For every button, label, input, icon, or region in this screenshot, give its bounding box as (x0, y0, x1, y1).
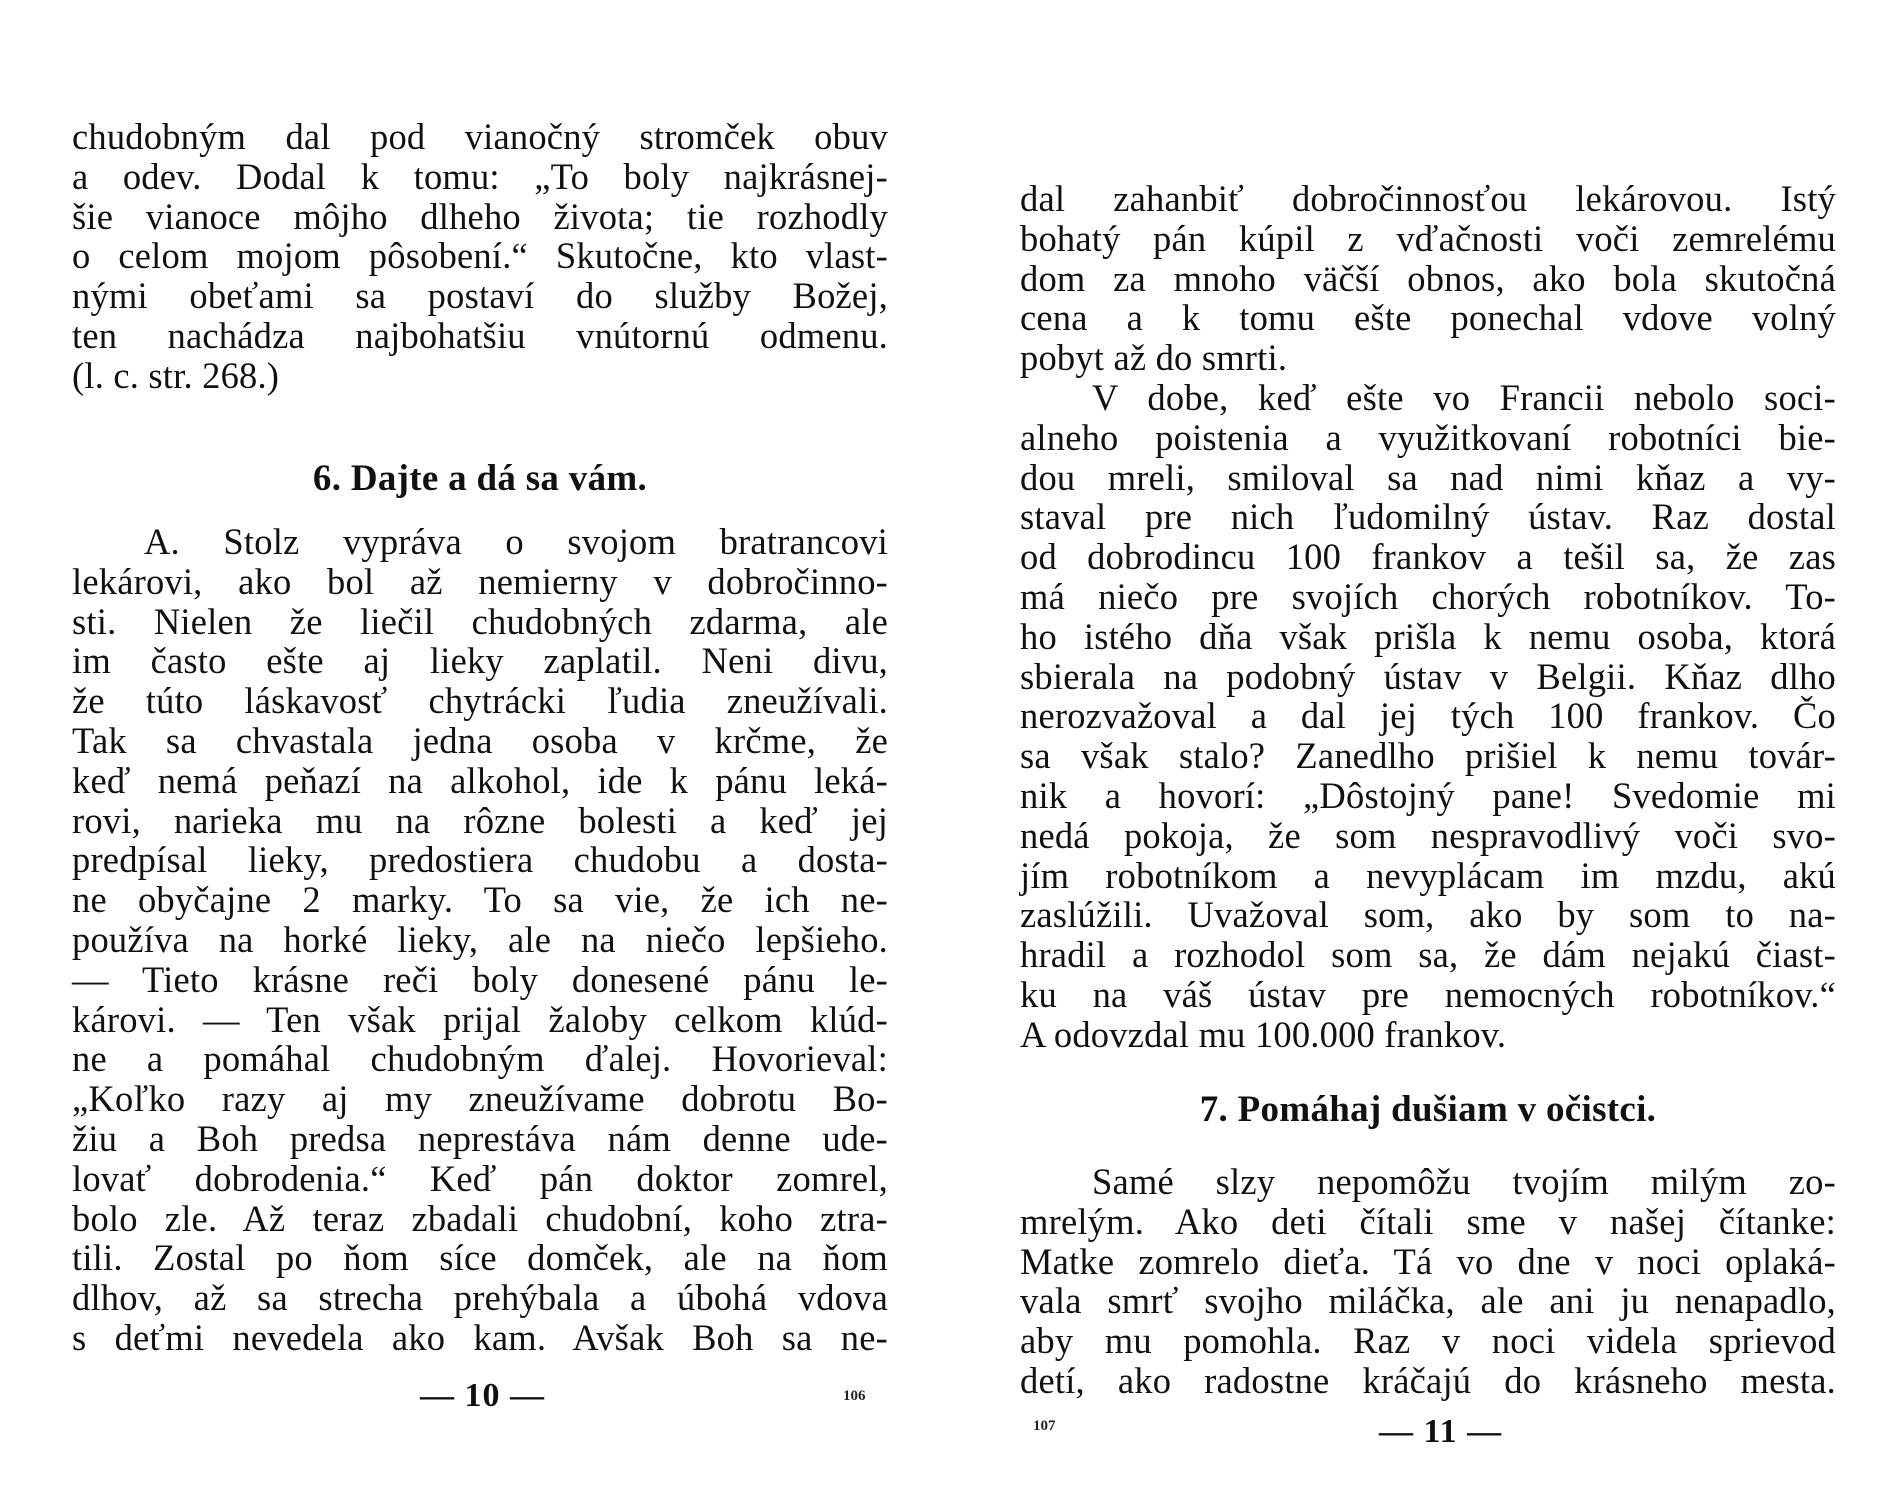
text-line: nedá pokoja, že som nespravodlivý voči svo- (1020, 814, 1836, 856)
text-line: dou mreli, smiloval sa nad nimi kňaz a vy- (1020, 456, 1836, 498)
text-line: šie vianoce môjho dlheho života; tie rozhodly (72, 195, 888, 237)
text-line: s deťmi nevedela ako kam. Avšak Boh sa ne- (72, 1316, 888, 1358)
text-line: staval pre nich ľudomilný ústav. Raz dostal (1020, 496, 1836, 538)
text-line: sa však stalo? Zanedlho prišiel k nemu továr- (1020, 735, 1836, 777)
left-scan-number: 106 (843, 1388, 866, 1404)
text-line: dom za mnoho väčší obnos, ako bola skutočná (1020, 257, 1836, 299)
text-line: tili. Zostal po ňom síce domček, ale na ňom (72, 1237, 888, 1279)
text-line: „Koľko razy aj my zneužívame dobrotu Bo- (72, 1078, 888, 1120)
text-line: Matke zomrelo dieťa. Tá vo dne v noci oplaká- (1020, 1240, 1836, 1282)
text-line: hradil a rozhodol som sa, že dám nejakú čiast- (1020, 934, 1836, 976)
text-line: pobyt až do smrti. (1020, 337, 1288, 379)
text-line: károvi. — Ten však prijal žaloby celkom klúd- (72, 998, 888, 1040)
text-line: alneho poistenia a využitkovaní robotníci bie- (1020, 416, 1836, 458)
text-line: lovať dobrodenia.“ Keď pán doktor zomrel, (72, 1157, 888, 1199)
text-line: im často ešte aj lieky zaplatil. Neni divu, (72, 640, 888, 682)
text-line: mrelým. Ako deti čítali sme v našej čítanke: (1020, 1200, 1836, 1242)
text-line: ho istého dňa však prišla k nemu osoba, ktorá (1020, 615, 1836, 657)
text-line: detí, ako radostne kráčajú do krásneho mesta. (1020, 1359, 1836, 1401)
right-paragraph-1 (1020, 179, 1836, 1055)
left-section-heading: 6. Dajte a dá sa vám. (312, 458, 648, 499)
text-line: používa na horké lieky, ale na niečo lepšieho. (72, 918, 888, 960)
text-line: A. Stolz vypráva o svojom bratrancovi (144, 521, 888, 562)
text-line: aby mu pomohla. Raz v noci videla sprievod (1020, 1320, 1836, 1362)
text-line: ne obyčajne 2 marky. To sa vie, že ich ne- (72, 879, 888, 921)
text-line: má niečo pre svojích chorých robotníkov. To- (1020, 575, 1836, 617)
text-line: dal zahanbiť dobročinnosťou lekárovou. Istý (1020, 178, 1836, 219)
text-line: V dobe, keď ešte vo Francii nebolo soci- (1092, 376, 1836, 418)
text-line: jím robotníkom a nevyplácam im mzdu, akú (1020, 854, 1836, 896)
text-line: o celom mojom pôsobení.“ Skutočne, kto vlast- (72, 235, 888, 277)
text-line: sbierala na podobný ústav v Belgii. Kňaz dlho (1020, 655, 1836, 697)
text-line: bohatý pán kúpil z vďačnosti voči zemrelému (1020, 217, 1836, 259)
left-paragraph-2 (72, 522, 888, 1358)
text-line: ne a pomáhal chudobným ďalej. Hovorieval: (72, 1038, 888, 1080)
text-line: že túto láskavosť chytrácki ľudia zneužívali. (72, 680, 888, 722)
left-paragraph-1 (72, 117, 888, 396)
text-line: vala smrť svojho miláčka, ale ani ju nenapadlo, (1020, 1280, 1836, 1322)
text-line: nik a hovorí: „Dôstojný pane! Svedomie mi (1020, 774, 1836, 816)
right-scan-number: 107 (1033, 1418, 1056, 1434)
text-line: rovi, narieka mu na rôzne bolesti a keď jej (72, 799, 888, 841)
text-line: keď nemá peňazí na alkohol, ide k pánu leká- (72, 759, 888, 801)
text-line: a odev. Dodal k tomu: „To boly najkrásnej- (72, 155, 888, 197)
text-line: ku na váš ústav pre nemocných robotníkov.“ (1020, 973, 1836, 1015)
text-line: Samé slzy nepomôžu tvojím milým zo- (1092, 1161, 1836, 1202)
text-line: nerozvažoval a dal jej tých 100 frankov. Čo (1020, 695, 1836, 737)
text-line: — Tieto krásne reči boly donesené pánu le- (72, 958, 888, 1000)
text-line: ten nachádza najbohatšiu vnútornú odmenu. (72, 314, 888, 356)
text-line: A odovzdal mu 100.000 frankov. (1020, 1013, 1507, 1055)
right-section-heading: 7. Pomáhaj dušiam v očistci. (1199, 1089, 1657, 1130)
text-line: dlhov, až sa strecha prehýbala a úbohá vdova (72, 1277, 888, 1319)
left-page-number: — 10 — (420, 1377, 545, 1414)
text-line: (l. c. str. 268.) (72, 354, 280, 396)
right-page (951, 0, 1902, 1500)
text-line: žiu a Boh predsa neprestáva nám denne ude- (72, 1117, 888, 1159)
text-line: chudobným dal pod vianočný stromček obuv (72, 116, 888, 157)
text-line: lekárovi, ako bol až nemierny v dobročinno- (72, 560, 888, 602)
text-line: cena a k tomu ešte ponechal vdove volný (1020, 297, 1836, 339)
right-paragraph-2 (1020, 1162, 1836, 1401)
text-line: zaslúžili. Uvažoval som, ako by som to na- (1020, 894, 1836, 936)
text-line: sti. Nielen že liečil chudobných zdarma, ale (72, 600, 888, 642)
text-line: od dobrodincu 100 frankov a tešil sa, že zas (1020, 536, 1836, 578)
text-line: bolo zle. Až teraz zbadali chudobní, koho ztra- (72, 1197, 888, 1239)
text-line: nými obeťami sa postaví do služby Božej, (72, 275, 888, 317)
text-line: Tak sa chvastala jedna osoba v krčme, že (72, 719, 888, 761)
text-line: predpísal lieky, predostiera chudobu a dosta- (72, 839, 888, 881)
right-page-number: — 11 — (1379, 1413, 1503, 1450)
